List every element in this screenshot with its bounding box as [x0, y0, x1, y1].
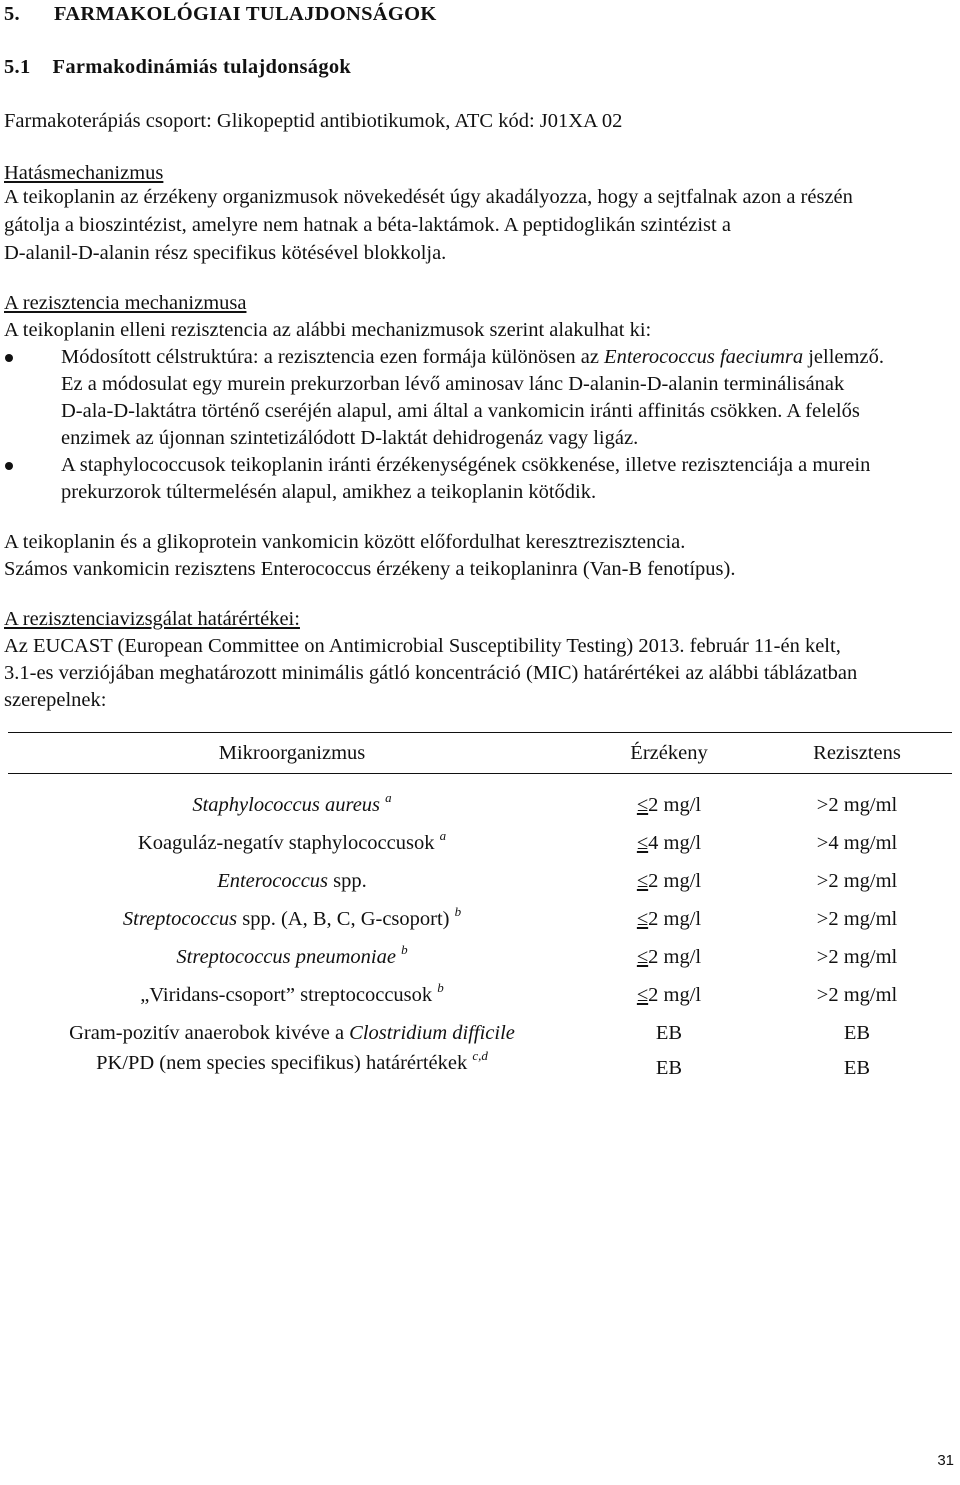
mechanism-line: gátolja a bioszintézist, amelyre nem hatnak a béta-laktámok. A peptidoglikán szintézist a: [4, 214, 731, 236]
susceptible-value: 4 mg/l: [648, 831, 702, 854]
table-row: [8, 824, 952, 862]
footnote-marker: b: [454, 903, 462, 919]
organism-italic: Staphylococcus aureus: [192, 793, 381, 816]
bullet-icon: [5, 462, 13, 470]
cross-resistance-line: Számos vankomicin rezisztens Enterococcus érzékeny a teikoplaninra (Van-B fenotípus).: [4, 558, 736, 580]
susceptible-value: 2 mg/l: [648, 793, 702, 816]
less-or-equal-symbol: ≤: [636, 831, 649, 854]
susceptible-cell: [576, 824, 762, 862]
organism-text: PK/PD (nem species specifikus) határértékek: [96, 1052, 473, 1074]
organism-cell: [8, 1048, 576, 1084]
susceptible-cell: [576, 938, 762, 976]
resistance-intro: A teikoplanin elleni rezisztencia az alábbi mechanizmusok szerint alakulhat ki:: [4, 319, 652, 341]
breakpoints-line: Az EUCAST (European Committee on Antimicrobial Susceptibility Testing) 2013. február 11-én kelt,: [4, 635, 841, 657]
susceptible-value: 2 mg/l: [648, 907, 702, 930]
bullet-1-line: Ez a módosulat egy murein prekurzorban lévő aminosav lánc D-alanin-D-alanin terminálisának: [61, 373, 845, 395]
table-row: [8, 938, 952, 976]
table-header-row: [8, 733, 952, 774]
susceptible-value: 2 mg/l: [648, 869, 702, 892]
table-row: [8, 900, 952, 938]
organism-italic: Streptococcus pneumoniae: [176, 945, 396, 968]
bullet-1-line: [61, 343, 884, 371]
less-or-equal-symbol: ≤: [636, 793, 649, 816]
susceptible-cell: [576, 786, 762, 824]
organism-italic: Streptococcus: [122, 907, 238, 930]
mechanism-line: D-alanil-D-alanin rész specifikus kötésével blokkolja.: [4, 242, 447, 264]
cross-resistance-line: A teikoplanin és a glikoprotein vankomicin között előfordulhat keresztrezisztencia.: [4, 531, 686, 553]
bullet-1-organism: Enterococcus faeciumra: [604, 346, 804, 368]
subsection-heading: [4, 53, 351, 81]
organism-text: spp. (A, B, C, G-csoport): [237, 907, 450, 930]
susceptible-cell: [576, 976, 762, 1014]
subsection-number: 5.1: [4, 56, 31, 78]
footnote-marker: a: [385, 789, 392, 805]
organism-text: Koaguláz-negatív staphylococcusok: [137, 831, 435, 854]
footnote-marker: b: [401, 941, 408, 957]
breakpoints-line: szerepelnek:: [4, 689, 107, 711]
bullet-2-line: A staphylococcusok teikoplanin iránti érzékenységének csökkenése, illetve rezisztenciája a murein: [61, 454, 871, 476]
organism-text: spp.: [328, 869, 367, 892]
breakpoints-title: A rezisztenciavizsgálat határértékei:: [4, 608, 300, 630]
section-title: FARMAKOLÓGIAI TULAJDONSÁGOK: [53, 3, 437, 25]
resistant-cell: EB: [843, 1056, 871, 1079]
organism-cell: [8, 786, 576, 824]
table-row: [8, 786, 952, 824]
susceptible-cell: EB: [655, 1056, 683, 1079]
susceptible-cell: [576, 862, 762, 900]
footnote-marker: b: [437, 979, 444, 995]
organism-cell: [8, 976, 576, 1014]
organism-text: Gram-pozitív anaerobok kivéve a: [69, 1021, 350, 1044]
organism-text: „Viridans-csoport” streptococcusok: [140, 983, 433, 1006]
organism-cell: [8, 862, 576, 900]
section-number: 5.: [4, 3, 20, 25]
bullet-1-line: enzimek az újonnan szintetizálódott D-laktát dehidrogenáz vagy ligáz.: [61, 427, 639, 449]
susceptible-value: 2 mg/l: [648, 983, 702, 1006]
bullet-1-line: D-ala-D-laktátra történő cseréjén alapul, ami által a vankomicin iránti affinitás csökken. A felelős: [61, 400, 860, 422]
resistant-cell: >2 mg/ml: [816, 793, 898, 816]
resistant-cell: >4 mg/ml: [816, 831, 898, 854]
mechanism-line: A teikoplanin az érzékeny organizmusok növekedését úgy akadályozza, hogy a sejtfalnak azon a részén: [4, 186, 853, 208]
less-or-equal-symbol: ≤: [636, 869, 649, 892]
resistant-cell: EB: [843, 1021, 871, 1044]
less-or-equal-symbol: ≤: [636, 983, 649, 1006]
subsection-title: Farmakodinámiás tulajdonságok: [52, 56, 352, 78]
breakpoints-line: 3.1-es verziójában meghatározott minimális gátló koncentráció (MIC) határértékei az alábbi táblázatban: [4, 662, 858, 684]
organism-cell: [8, 1014, 576, 1052]
less-or-equal-symbol: ≤: [636, 907, 649, 930]
susceptible-cell: EB: [655, 1021, 683, 1044]
table-row: [8, 1014, 952, 1052]
section-heading: [4, 0, 437, 28]
table-row: [8, 862, 952, 900]
organism-cell: [8, 938, 576, 976]
organism-italic: Enterococcus: [217, 869, 329, 892]
bullet-1-text: Módosított célstruktúra: a rezisztencia ezen formája különösen az: [61, 346, 605, 368]
less-or-equal-symbol: ≤: [636, 945, 649, 968]
organism-cell: [8, 824, 576, 862]
table-row: [8, 1052, 952, 1084]
mechanism-title: Hatásmechanizmus: [4, 162, 164, 184]
susceptible-cell: [576, 900, 762, 938]
mic-breakpoint-table: [8, 732, 952, 1084]
column-header-susceptible: Érzékeny: [576, 733, 762, 774]
footnote-marker: a: [439, 827, 447, 843]
column-header-resistant: Rezisztens: [762, 733, 952, 774]
bullet-2-line: prekurzorok túltermelésén alapul, amikhez a teikoplanin kötődik.: [61, 481, 597, 503]
footnote-marker: c,d: [472, 1048, 488, 1063]
column-header-organism: Mikroorganizmus: [8, 733, 576, 774]
page-number: 31: [937, 1452, 954, 1469]
bullet-icon: [5, 354, 13, 362]
bullet-1-text-end: jellemző.: [803, 346, 884, 368]
pharmacotherapeutic-group: Farmakoterápiás csoport: Glikopeptid antibiotikumok, ATC kód: J01XA 02: [4, 110, 623, 132]
organism-italic: Clostridium difficile: [349, 1021, 515, 1044]
susceptible-value: 2 mg/l: [648, 945, 702, 968]
resistant-cell: >2 mg/ml: [816, 869, 898, 892]
resistance-title: A rezisztencia mechanizmusa: [4, 292, 247, 314]
resistant-cell: >2 mg/ml: [816, 945, 898, 968]
resistant-cell: >2 mg/ml: [816, 907, 898, 930]
organism-cell: [8, 900, 576, 938]
resistant-cell: >2 mg/ml: [816, 983, 898, 1006]
table-row: [8, 976, 952, 1014]
